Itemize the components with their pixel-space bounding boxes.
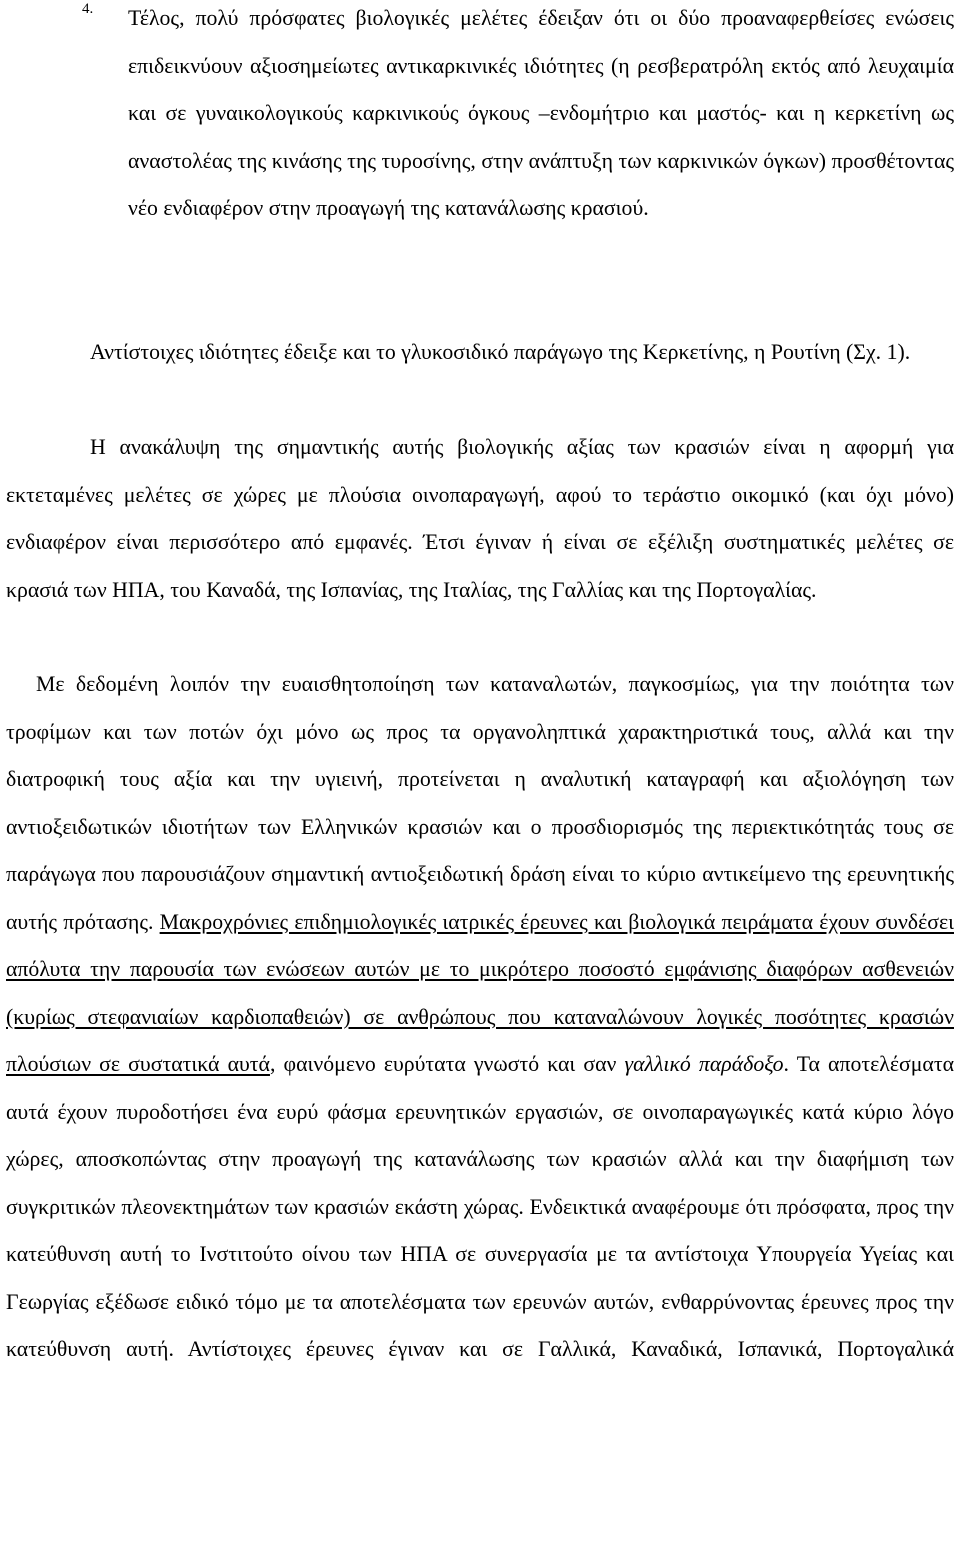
paragraph-anticancer-properties: Τέλος, πολύ πρόσφατες βιολογικές μελέτες έδειξαν ότι οι δύο προαναφερθείσες ενώσεις επιδεικνύουν αξιοσημείωτες αντικαρκινικές ιδιότητες (η ρεσβερατρόλη εκτός από λευχαιμία και σε γυναικολογικούς καρκινικούς όγκους –ενδομήτριο και μαστός- και η κερκετίνη ως αναστολέας της κινάσης της τυροσίνης, στην ανάπτυξη των καρκινικών όγκων) προσθέτοντας νέο ενδιαφέρον στην προαγωγή της κατανάλωσης κρασιού. — [128, 6, 954, 220]
paragraph-text-segment: Με δεδομένη λοιπόν την ευαισθητοποίηση των καταναλωτών, παγκοσμίως, για την ποιότητα των τροφίμων και των ποτών όχι μόνο ως προς τα οργανοληπτικά χαρακτηριστικά τους, αλλά και την διατροφική τους αξία και την υγιεινή, προτείνεται η αναλυτική καταγραφή και αξιολόγηση των αντιοξειδωτικών ιδιοτήτων των Ελληνικών κρασιών και ο προσδιορισμός της περιεκτικότητάς τους σε παράγωγα που παρουσιάζουν σημαντική αντιοξειδωτική δράση είναι το κύριο αντικείμενο της ερευνητικής αυτής πρότασης. — [6, 672, 954, 934]
underlined-text-segment: Μακροχρόνιες επιδημιολογικές ιατρικές έρευνες και βιολογικά πειράματα έχουν συνδέσει απόλυτα την παρουσία των ενώσεων αυτών με το μικρότερο ποσοστό εμφάνισης διαφόρων ασθενειών (κυρίως στεφανιαίων καρδιοπαθειών) σε ανθρώπους που καταναλώνουν λογικές ποσότητες κρασιών πλούσιων σε συστατικά αυτά — [6, 909, 954, 1076]
paragraph-wine-studies: Η ανακάλυψη της σημαντικής αυτής βιολογικής αξίας των κρασιών είναι η αφορμή για εκτεταμένες μελέτες σε χώρες με πλούσια οινοπαραγωγή, αφού το τεράστιο οικομικό (και όχι μόνο) ενδιαφέρον είναι περισσότερο από εμφανές. Έτσι έγιναν ή είναι σε εξέλιξη συστηματικές μελέτες σε κρασιά των ΗΠΑ, του Καναδά, της Ισπανίας, της Ιταλίας, της Γαλλίας και της Πορτογαλίας. — [6, 435, 954, 602]
paragraph-text-segment: , φαινόμενο ευρύτατα γνωστό και σαν — [269, 1052, 625, 1076]
italic-text-segment: γαλλικό παράδοξο — [624, 1052, 784, 1076]
list-item-number: 4. — [82, 1, 94, 17]
paragraph-research-proposal — [6, 661, 954, 1374]
paragraph-text-segment: . Τα αποτελέσματα αυτά έχουν πυροδοτήσει ένα ευρύ φάσμα ερευνητικών εργασιών, σε οινοπαραγωγικές κατά κύριο λόγο χώρες, αποσκοπώντας στην προαγωγή της κατανάλωσης των κρασιών αλλά και την διαφήμιση των συγκριτικών πλεονεκτημάτων των κρασιών εκάστη χώρας. Ενδεικτικά αναφέρουμε ότι πρόσφατα, προς την κατεύθυνση αυτή το Ινστιτούτο οίνου των ΗΠΑ σε συνεργασία με τα αντίστοιχα Υπουργεία Υγείας και Γεωργίας εξέδωσε ειδικό τόμο με τα αποτελέσματα των ερευνών αυτών, ενθαρρύνοντας έρευνες προς την κατεύθυνση αυτή. Αντίστοιχες έρευνες έγιναν και σε Γαλλικά, Καναδικά, Ισπανικά, Πορτογαλικά — [6, 1052, 955, 1361]
paragraph-rutin: Αντίστοιχες ιδιότητες έδειξε και το γλυκοσιδικό παράγωγο της Κερκετίνης, η Ρουτίνη (Σχ. 1). — [90, 340, 911, 364]
